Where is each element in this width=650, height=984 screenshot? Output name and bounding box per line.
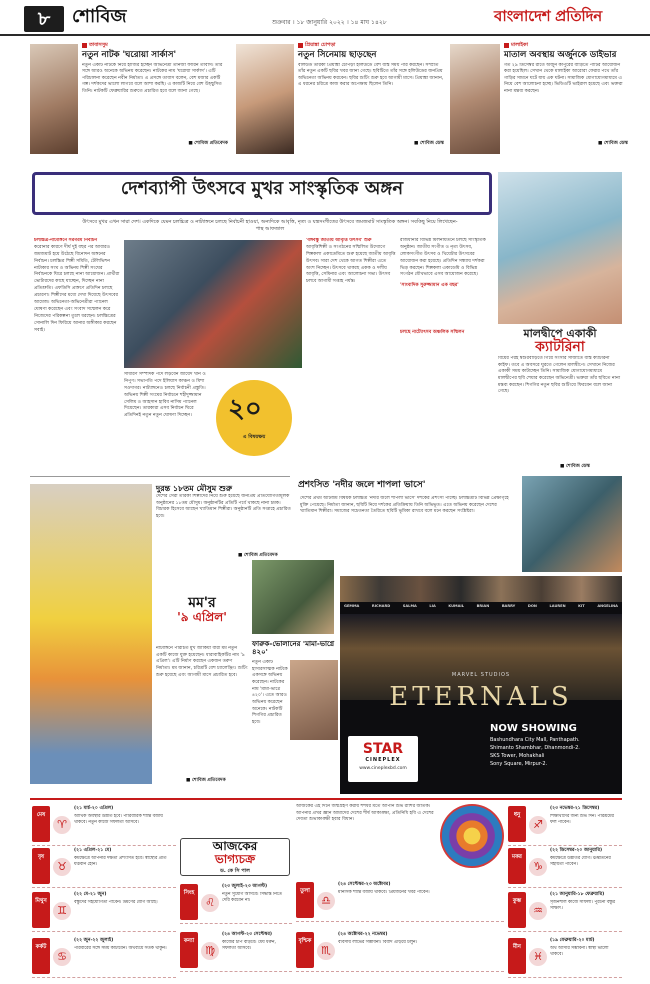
location-2: Shimanto Shambhar, Dhanmondi-2. <box>490 745 580 751</box>
mom-title-block <box>156 596 248 642</box>
zodiac-sign-name: কর্কট <box>32 938 50 974</box>
season18-still <box>252 560 334 634</box>
zodiac-symbol-icon: ♓ <box>529 948 547 966</box>
malaika-photo <box>450 44 500 154</box>
zodiac-sign-date: (২১ মার্চ-২০ এপ্রিল) <box>74 806 114 811</box>
cast-name: BRIAN <box>476 604 490 608</box>
page-date: শুক্রবার । ১৮ জানুয়ারি ২০২২ । ১৪ মাঘ ১৪২৮ <box>272 19 387 26</box>
section-title: শোবিজ <box>72 6 127 27</box>
cultural-group-photo <box>124 240 302 368</box>
zodiac-sign-text: কর্মক্ষেত্রে আপনার দক্ষতা প্রশংসিত হবে। স্বাস্থ্যের প্রতি যত্নবান হোন। <box>74 856 167 868</box>
story-priyanka <box>236 40 446 167</box>
cast-name: ANGELINA <box>597 604 618 608</box>
season18-headline: দুরন্ত ১৮তম মৌসুম শুরু <box>156 484 233 493</box>
logo-20-number: ২০ <box>228 394 262 424</box>
horoscope-title-line1: আজকের <box>212 839 258 853</box>
story-body: নতুন একটি নাটকে নিয়ে হাজির হচ্ছেন অভিনেত্রী তানজা ফারিন তাবাস। তাঁর সঙ্গে আরও অনেকে অভিনয় করেছেন। নাটকের নাম 'ঘরোয়া সার্কাস'। এটি পরিচালনা করেছেন নবীন নির্মাতা। এ প্রসঙ্গে তাবাস বলেন, বেশ মজার একটি গল্প। দর্শকদের ভালো লাগবে বলে আশা করছি। এ কাজটি নিয়ে বেশ উচ্ছ্বসিত তিনি। নাটকটি ফেব্রুয়ারির শুরুতে প্রচারিত হবে বলে জানা গেছে। <box>82 62 223 95</box>
horoscope-byline: ড. কে সি পাল <box>220 868 250 874</box>
tabassum-photo <box>30 44 78 154</box>
story-headline: নতুন নাটক 'ঘরোয়া সার্কাস' <box>82 49 177 60</box>
story-byline: ■ শোবিজ ডেস্ক <box>598 140 628 146</box>
farooq-headline: ফারুক-ভোলানের 'মামা-ভাগ্নে ৪২০' <box>252 640 335 657</box>
zodiac-sign-text: কর্মক্ষেত্রে উন্নতির যোগ। ঊর্ধ্বতনের সহায়তা পাবেন। <box>550 856 611 868</box>
cast-name: DON <box>527 604 537 608</box>
location-1: Bashundhara City Mall, Panthapath. <box>490 737 580 743</box>
zodiac-sign-text: অর্থ আসার সম্ভাবনা। স্বাস্থ্য ভালো থাকবে। <box>550 946 609 958</box>
zodiac-wheel-icon <box>440 804 504 868</box>
now-showing-label: NOW SHOWING <box>490 723 577 734</box>
mom-title-1: মম'র <box>188 595 216 611</box>
page-number: ৮ <box>24 6 64 32</box>
cast-names <box>344 604 618 609</box>
zodiac-sign-date: (২২ ডিসেম্বর-২০ জানুয়ারি) <box>550 848 603 853</box>
feature-col1-body: করোনার কারণে দীর্ঘ দুই বছর পর আবারও জমজমাট হয়ে উঠেছে বিনোদন অঙ্গনের নির্বাচন। চলচ্চিত্র শিল্পী সমিতি, টেলিভিশন নাট্যকার সংঘ ও অভিনয় শিল্পী সংঘের নির্বাচনকে ঘিরে চলছে নানা আয়োজন। প্রার্থীরা ভোটারদের কাছে যাচ্ছেন, দিচ্ছেন নানা প্রতিশ্রুতি। এফডিসি প্রাঙ্গণে প্রতিদিন চলছে প্রচারণা। শিল্পীদের মধ্যে দেখা দিয়েছে উৎসবের আমেজ। অভিনেতা-অভিনেত্রীরা প্যানেল ঘোষণা করেছেন এবং সংবাদ সম্মেলন করে নিজেদের পরিকল্পনা তুলে ধরছেন। চলচ্চিত্রের সোনালি দিন ফিরিয়ে আনার অঙ্গীকার করছেন সবাই। <box>34 244 120 333</box>
zodiac-sign-text: নতুন সুযোগ আসবে। সিদ্ধান্ত নিতে দেরি করবেন না। <box>222 892 282 904</box>
feature-logo-20 <box>216 380 292 456</box>
zodiac-sign-block <box>180 930 292 972</box>
zodiac-sign-text: মানসিক শান্তি বজায় থাকবে। প্রিয়জনের খবর পাবেন। <box>338 890 430 895</box>
katrina-photo <box>498 172 622 324</box>
zodiac-sign-block <box>508 936 622 978</box>
katrina-heading <box>498 328 622 354</box>
newspaper-logo: বাংলাদেশ প্রতিদিন <box>494 7 602 25</box>
feature-column-4 <box>400 238 490 473</box>
zodiac-sign-block <box>32 804 176 846</box>
feature-col4-heading-2: চলছে নাট্যোৎসব অঞ্চলিক সম্মিলন <box>400 330 465 336</box>
horoscope-title <box>180 840 290 865</box>
story-tag: তাবাসসুম <box>89 42 108 48</box>
cast-name: LAUREN <box>549 604 566 608</box>
story-tag: মালাইকা <box>511 42 528 48</box>
location-4: Sony Square, Mirpur-2. <box>490 761 548 767</box>
feature-col3-body: আবৃত্তিশিল্পী ও সংগঠনের সম্মিলিত উদ্যোগে শিল্পকলা একাডেমিতে শুরু হয়েছে জাতীয় আবৃত্তি উৎসব। সারা দেশ থেকে আগত শিল্পীরা এতে অংশ নিচ্ছেন। উৎসবে থাকছে একক ও দলীয় আবৃত্তি, সেমিনার এবং আলোচনা সভা। উৎসব চলবে আগামী সপ্তাহ পর্যন্ত। <box>306 244 396 285</box>
story-body: বলিউড তারকা প্রিয়াঙ্কা চোপড়া হলিউডে বেশ ব্যস্ত সময় পার করছেন। সম্প্রতি তাঁর নতুন একটি ছবির খবর জানা গেছে। ছবিটিতে তাঁর সঙ্গে হলিউডের জনপ্রিয় অভিনেতা অভিনয় করবেন। ছবির শুটিং শুরু হবে আগামী মাসে। প্রিয়াঙ্কা জানান, এ ধরনের চরিত্রে কাজ করার অপেক্ষায় ছিলেন তিনি। <box>298 62 444 88</box>
zodiac-symbol-icon: ♉ <box>53 858 71 876</box>
zodiac-sign-name: মীন <box>508 938 526 974</box>
zodiac-sign-text: সৃজনশীল কাজে সাফল্য। পুরনো বন্ধুর সাক্ষাৎ। <box>550 900 616 912</box>
zodiac-symbol-icon: ♋ <box>53 948 71 966</box>
feature-column-2 <box>124 372 212 472</box>
zodiac-symbol-icon: ♐ <box>529 816 547 834</box>
cast-name: KUMAIL <box>448 604 465 608</box>
zodiac-sign-text: শিক্ষার্থীদের জন্য শুভ দিন। পরিশ্রমের ফল পাবেন। <box>550 814 614 826</box>
mom-byline: ■ শোবিজ প্রতিবেদক <box>186 778 226 783</box>
zodiac-symbol-icon: ♏ <box>317 942 335 960</box>
story-byline: ■ শোবিজ ডেস্ক <box>414 140 444 146</box>
cast-name: BARRY <box>501 604 516 608</box>
zodiac-sign-name: মকর <box>508 848 526 884</box>
katrina-body: বিয়ের পরই শ্বশুরবাড়িতে গিয়ে সংসার সাজাতে ব্যস্ত ক্যাটরিনা কাইফ। তবে এ অবসরে ঘুরতে গেলেন মালদ্বীপে। সেখানে নিজের একাকী সময় কাটাচ্ছেন তিনি। সামাজিক যোগাযোগমাধ্যমে মালদ্বীপের ছবি শেয়ার করেছেন অভিনেত্রী। ভক্তরা তাঁর ছবিতে নানা মন্তব্য করছেন। শিগগির নতুন ছবির শুটিংয়ে ফিরবেন বলে জানা গেছে। <box>498 356 621 395</box>
horoscope-title-line2: ভাগ্যচক্র <box>214 851 256 866</box>
zodiac-sign-block <box>296 880 504 922</box>
zodiac-symbol-icon: ♍ <box>201 942 219 960</box>
zodiac-sign-block <box>508 890 622 932</box>
zodiac-sign-text: ব্যবসায় লাভের সম্ভাবনা। বিবাদ এড়িয়ে চলুন। <box>338 940 418 945</box>
marvel-studios-label: MARVEL STUDIOS <box>451 672 511 678</box>
zodiac-sign-name: কুম্ভ <box>508 892 526 928</box>
zodiac-sign-text: পরিবারের সঙ্গে সময় কাটাবেন। অর্থব্যয়ে সতর্ক থাকুন। <box>74 946 167 951</box>
zodiac-sign-date: (২২ জুন-২২ জুলাই) <box>74 938 114 943</box>
zodiac-sign-name: তুলা <box>296 882 314 918</box>
feature-col1-heading: চলচ্চিত্র-নাট্যাঙ্গনে সরগরম নির্বাচন <box>34 238 98 243</box>
page-header <box>0 0 650 36</box>
cast-name: SALMA <box>402 604 417 608</box>
story-byline: ■ শোবিজ প্রতিবেদক <box>188 140 228 146</box>
cast-name: KIT <box>578 604 585 608</box>
zodiac-sign-date: (২৪ অক্টোবর-২২ নভেম্বর) <box>338 932 388 937</box>
feature-column-1 <box>34 238 120 473</box>
cast-strip <box>340 576 622 602</box>
zodiac-sign-block <box>32 890 176 932</box>
story-tabassum <box>30 40 230 167</box>
story-malaika <box>450 40 630 167</box>
shapla-photo <box>522 476 622 572</box>
shapla-body: দেশের প্রথম অটিজম বিষয়ক চলচ্চিত্র 'নদীর জলে শাপলা ভাসে' দর্শকের প্রশংসা পাচ্ছে। চলচ্চিত্রটি বিভিন্ন প্রেক্ষাগৃহে মুক্তি পেয়েছে। নির্মাতা জানান, ছবিটি নিয়ে দর্শকের প্রতিক্রিয়ায় তিনি অভিভূত। এতে অভিনয় করেছেন দেশের খ্যাতিমান শিল্পীরা। সমাজের সচেতনতা তৈরিতে ছবিটি ভূমিকা রাখবে বলে মনে করছেন সংশ্লিষ্টরা। <box>300 496 509 515</box>
zodiac-sign-text: কাজের চাপ বাড়বে। ধৈর্য ধরুন, সফলতা আসবে। <box>222 940 276 952</box>
story-body: গত ২৯ ডিসেম্বর রাতে অর্জুন কাপুরের বাড়িতে পার্টির আয়োজন করা হয়েছিল। সেখান থেকে মালাইকা আরোরা ফেরার পথে তাঁর গাড়ির সামনে ঘটে যায় এক ঘটনা। সামাজিক যোগাযোগমাধ্যমে এ নিয়ে বেশ আলোচনা হচ্ছে। ভিডিওটি ভাইরাল হয়েছে এবং ভক্তরা নানা মন্তব্য করছেন। <box>504 62 623 95</box>
story-headline: মাতাল অবস্থায় অর্জুনকে ডাইভার <box>504 49 617 60</box>
feature-title: দেশব্যাপী উৎসবে মুখর সাংস্কৃতিক অঙ্গন <box>120 178 404 199</box>
zodiac-sign-name: মেষ <box>32 806 50 842</box>
season18-byline: ■ শোবিজ প্রতিবেদক <box>238 553 278 558</box>
zodiac-sign-name: মিথুন <box>32 892 50 928</box>
feature-col4-heading: 'সাংবাদিক সুরুজ্জামান এক বছর' <box>400 283 459 289</box>
cast-name: GEMMA <box>344 604 360 608</box>
zodiac-symbol-icon: ♑ <box>529 858 547 876</box>
shapla-headline: প্রশংসিত 'নদীর জলে শাপলা ভাসে' <box>298 480 426 490</box>
zodiac-sign-text: আর্থিক অবস্থার উন্নতি হবে। পারিবারিক শান্তি বজায় থাকবে। নতুন কাজে সফলতা আসবে। <box>74 814 163 826</box>
zodiac-sign-date: (২২ মে-২১ জুন) <box>74 892 107 897</box>
feature-col3-heading: 'বঙ্গবন্ধু জাতীয় আবৃত্তি উৎসব' শুরু <box>306 238 372 243</box>
farooq-photo <box>290 660 338 740</box>
feature-subtitle: উৎসবে মুখর এখন সারা দেশ। একদিকে যেমন চলচ্চিত্র ও নাট্যাঙ্গনে চলছে নির্বাচনী হাওয়া, অন্যদিকে আবৃত্তি, নৃত্য ও যন্ত্রসংগীতের উৎসবে জমজমাট সাংস্কৃতিক অঙ্গন। সবকিছু নিয়ে লিখেছেন- পান্থ আফজাল <box>82 219 458 232</box>
star-brand: STAR <box>362 741 404 757</box>
cast-name: RICHARD <box>371 604 391 608</box>
zodiac-sign-name: বৃশ্চিক <box>296 932 314 968</box>
feature-col2-body: সাধারণ সম্পাদক পদে লড়বেন জায়েদ খান ও নিপুণ। সভাপতি পদে ইলিয়াস কাঞ্চন ও মিশা সওদাগর। নাট্যাঙ্গনেও চলছে নির্বাচনী প্রস্তুতি। অভিনয় শিল্পী সংঘের নির্বাচনে শহীদুজ্জামান সেলিম ও আহসান হাবিব নাসিম প্যানেল দিয়েছেন। তারকারা এসব নির্বাচন ঘিরে প্রতিদিনই নতুন নতুন ঘোষণা দিচ্ছেন। <box>124 372 206 419</box>
zodiac-symbol-icon: ♎ <box>317 892 335 910</box>
katrina-byline: ■ শোবিজ ডেস্ক <box>560 464 590 469</box>
star-website[interactable]: www.cineplexbd.com <box>359 766 407 772</box>
zodiac-sign-block <box>180 882 292 924</box>
zodiac-sign-date: (২৩ নভেম্বর-২১ ডিসেম্বর) <box>550 806 600 811</box>
zodiac-sign-name: সিংহ <box>180 884 198 920</box>
cast-name: LIA <box>429 604 436 608</box>
zodiac-sign-block <box>32 936 176 978</box>
katrina-heading-line2: ক্যাটরিনা <box>535 338 585 355</box>
actress-photo <box>30 484 152 784</box>
zodiac-sign-name: বৃষ <box>32 848 50 884</box>
zodiac-sign-date: (১৯ ফেব্রুয়ারি-২০ মার্চ) <box>550 938 595 943</box>
zodiac-sign-block <box>508 804 622 846</box>
mom-body: নাট্যাঙ্গনে পরিচিত মুখ জাকিয়া বারী মম নতুন একটি কাজে যুক্ত হয়েছেন। ধারাবাহিকটির নাম '৯ এপ্রিল'। এটি নির্মাণ করছেন একজন তরুণ নির্মাতা। মম জানান, চরিত্রটি বেশ চ্যালেঞ্জিং। শুটিং শুরু হয়েছে এবং আগামী মাসে প্রচারিত হবে। <box>156 646 248 678</box>
zodiac-sign-date: (২৪ আগস্ট-২৩ সেপ্টেম্বর) <box>222 932 272 937</box>
zodiac-sign-text: বন্ধুদের সহযোগিতা পাবেন। ভ্রমণের যোগ আছে। <box>74 900 158 905</box>
eternals-ad[interactable] <box>340 576 622 794</box>
zodiac-sign-date: (২১ এপ্রিল-২১ মে) <box>74 848 112 853</box>
story-headline: নতুন সিনেমায় ছাড়ছেন <box>298 49 377 60</box>
eternals-title: ETERNALS <box>389 682 573 712</box>
zodiac-sign-date: (২৪ সেপ্টেম্বর-২৩ অক্টোবর) <box>338 882 391 887</box>
zodiac-symbol-icon: ♈ <box>53 816 71 834</box>
zodiac-sign-date: (২১ জানুয়ারি-১৮ ফেব্রুয়ারি) <box>550 892 605 897</box>
mom-title-2: '৯ এপ্রিল' <box>177 610 227 625</box>
katrina-heading-line1: মালদ্বীপে একাকী <box>523 327 597 340</box>
zodiac-sign-block <box>508 846 622 888</box>
farooq-body: নতুন একটি হাস্যরসাত্মক নাটকে একসঙ্গে অভিনয় করেছেন। নাটকের নাম 'মামা-ভাগ্নে ৪২০'। এতে আরও অভিনয় করেছেন অনেকে। নাটকটি শিগগির প্রচারিত হবে। <box>252 660 288 725</box>
feature-column-3 <box>306 238 396 473</box>
zodiac-symbol-icon: ♒ <box>529 902 547 920</box>
zodiac-sign-block <box>32 846 176 888</box>
zodiac-symbol-icon: ♊ <box>53 902 71 920</box>
zodiac-sign-name: ধনু <box>508 806 526 842</box>
location-3: SKS Tower, Mohakhali <box>490 753 545 759</box>
ad-locations <box>490 736 618 768</box>
zodiac-symbol-icon: ♌ <box>201 894 219 912</box>
priyanka-photo <box>236 44 294 154</box>
zodiac-sign-date: (২৩ জুলাই-২৩ আগস্ট) <box>222 884 268 889</box>
story-tag: প্রিয়াঙ্কা চোপড়া <box>305 42 336 48</box>
feature-col4-body: রাজধানীর বিভিন্ন মিলনায়তনে চলছে সাংস্কৃতিক অনুষ্ঠান। জাতীয় সংগীত ও নৃত্য উৎসব, লোকসংগীত উৎসব ও থিয়েটার উৎসবের আয়োজন করা হয়েছে। প্রতিদিন সন্ধ্যায় দর্শকরা ভিড় করছেন। শিল্পকলা একাডেমি ও বিভিন্ন সংগঠন যৌথভাবে এসব আয়োজন করেছে। <box>400 238 486 278</box>
horoscope-intro: আজকের এই দিনে জন্মগ্রহণ করায় শশধর মতে আপনি শুভ রাশির জাতক। আপনার প্রখর জ্ঞান আমাদের দেশের শীর্ষ আকাঙ্ক্ষা, প্রতিনিধি হবি এ দেশের দেবতা শুভাকাঙ্ক্ষী হবার বিধান। <box>296 804 434 823</box>
star-cineplex-logo <box>348 736 418 782</box>
zodiac-sign-name: কন্যা <box>180 932 198 968</box>
star-brand-sub: CINEPLEX <box>365 757 401 764</box>
logo-20-subtitle: এ বিষয়ক্ষয় <box>242 434 266 440</box>
zodiac-sign-block <box>296 930 504 972</box>
season18-body: দেশের সেরা তারকা শিল্পীদের নিয়ে শুরু হয়েছে জনপ্রিয় প্রতিযোগিতামূলক অনুষ্ঠানের ১৮তম মৌসুম। অনুষ্ঠানটির প্রতিটি পর্বে থাকছে নানা চমক। বিচারক হিসেবে আছেন খ্যাতিমান শিল্পীরা। অনুষ্ঠানটি প্রতি সপ্তাহে প্রচারিত হবে। <box>156 494 291 519</box>
